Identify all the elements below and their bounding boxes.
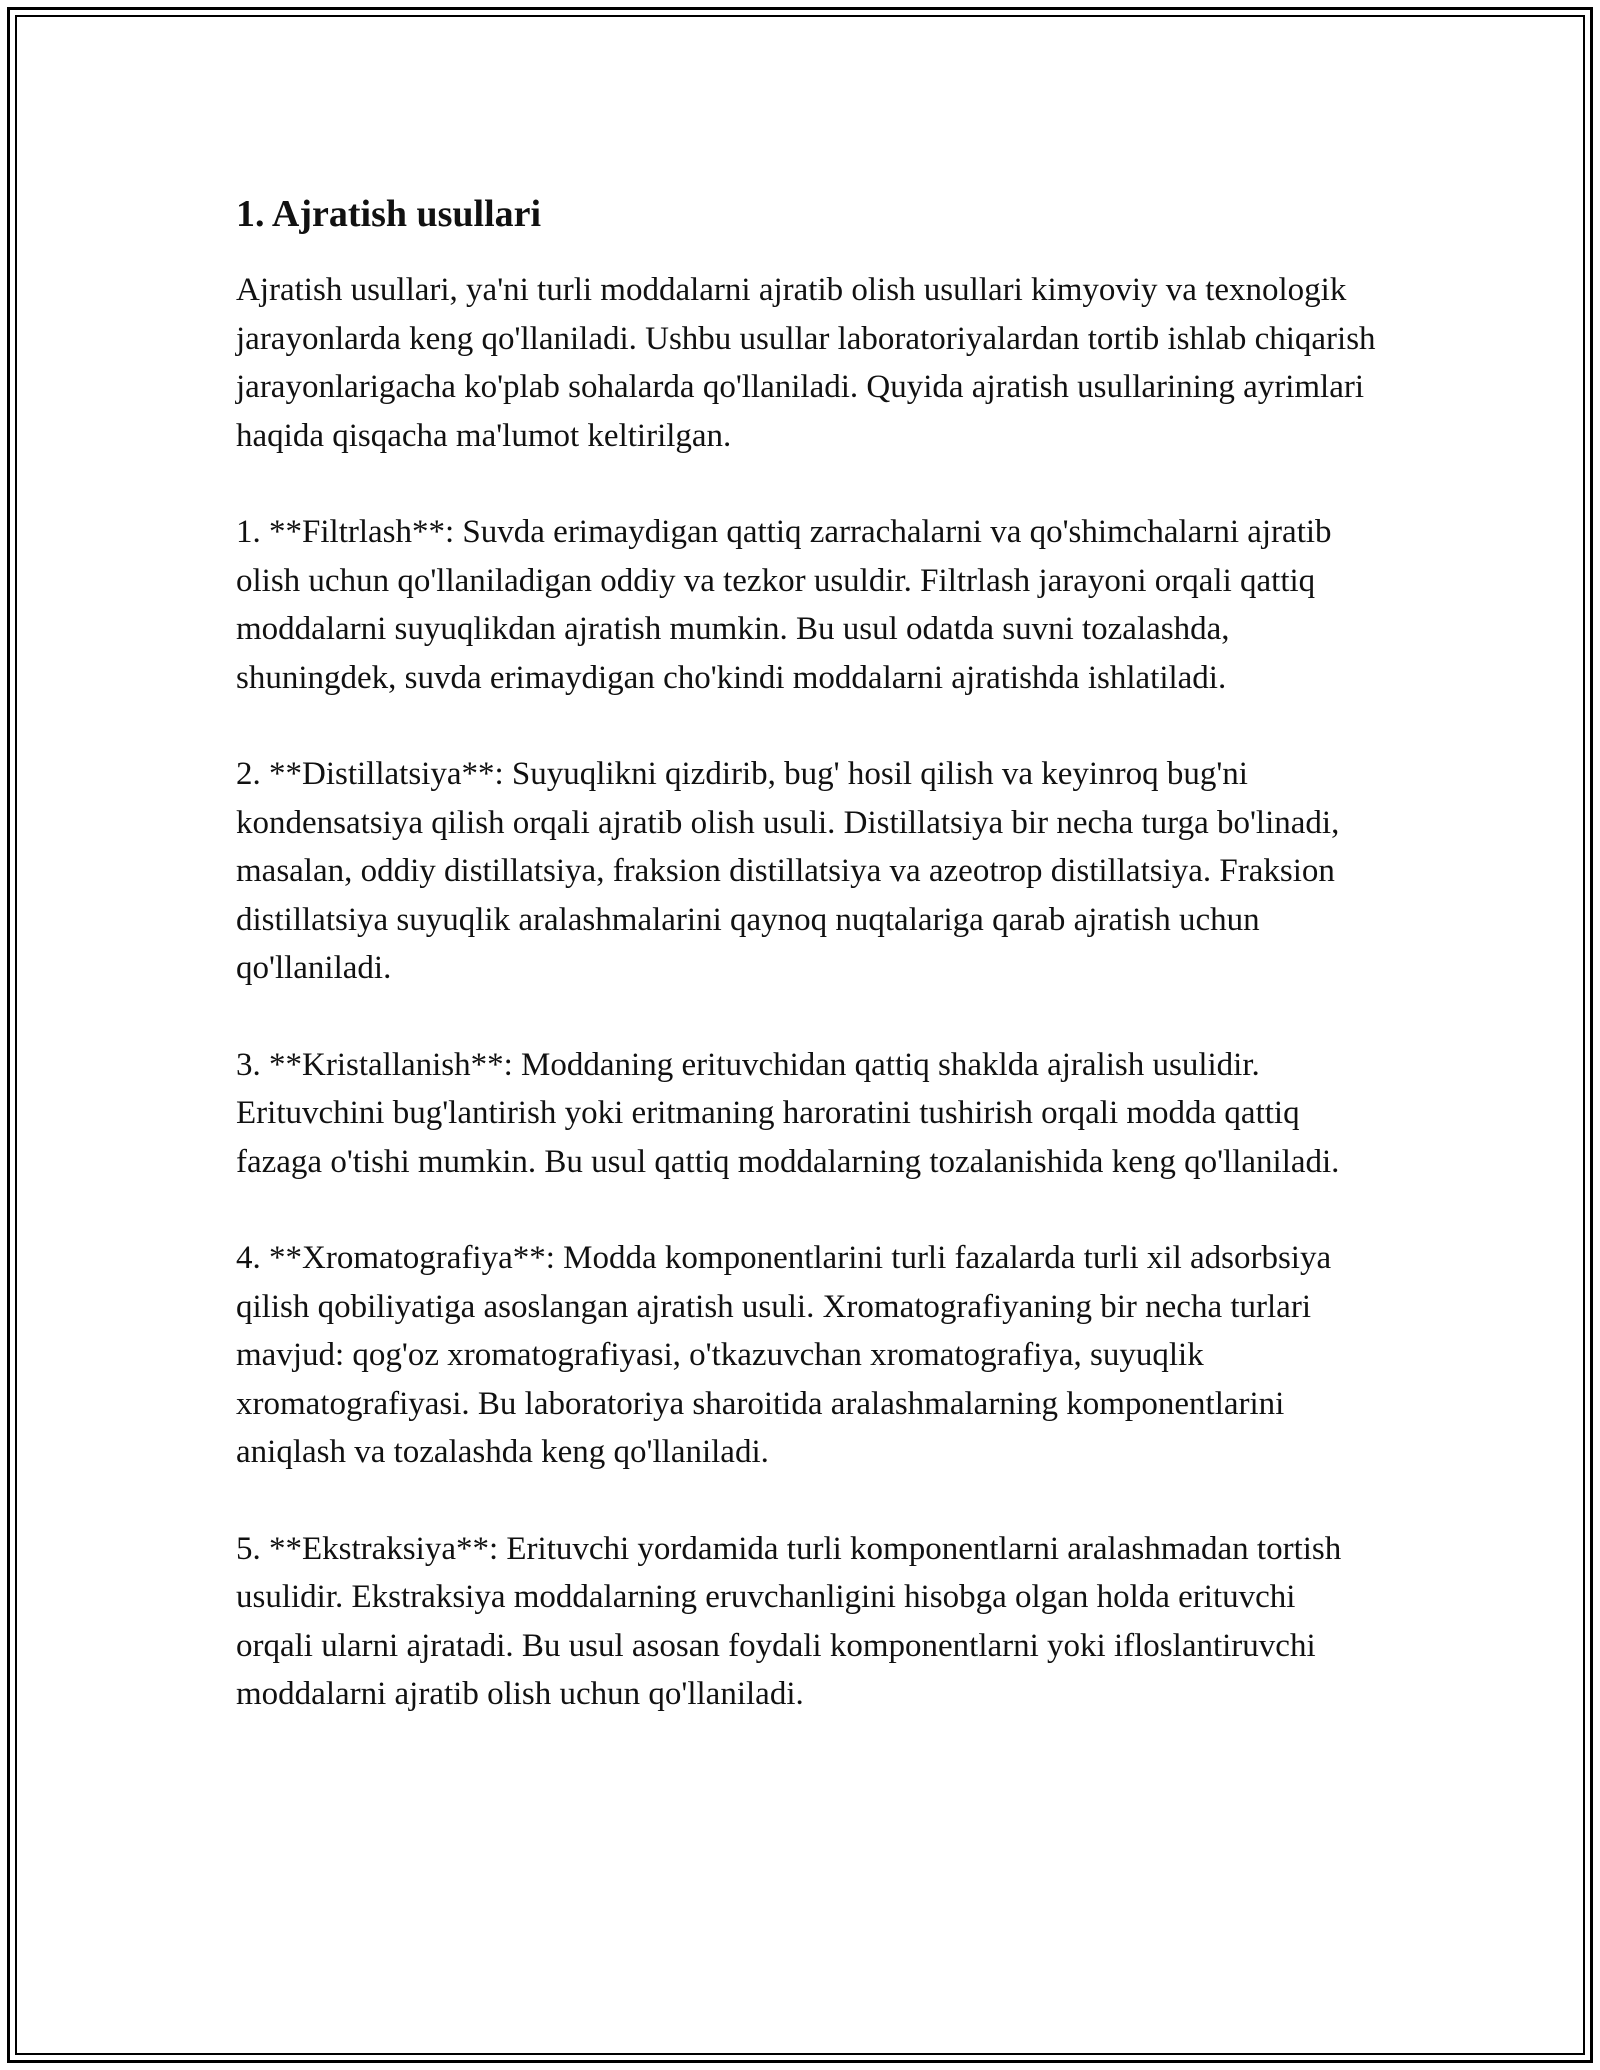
xromatografiya-paragraph: 4. **Xromatografiya**: Modda komponentlarini turli fazalarda turli xil adsorbsiya qilish qobiliyatiga asoslangan ajratish usuli. Xromatografiyaning bir necha turlari mavjud: qog'oz xromatografiyasi, o'tkazuvchan xromatografiya, suyuqlik xromatografiyasi. Bu laboratoriya sharoitida aralashmalarning komponentlarini aniqlash va tozalashda keng qo'llaniladi. <box>236 1240 1332 1470</box>
ekstraksiya-paragraph: 5. **Ekstraksiya**: Erituvchi yordamida turli komponentlarni aralashmadan tortish usulidir. Ekstraksiya moddalarning eruvchanligini hisobga olgan holda erituvchi orqali ularni ajratadi. Bu usul asosan foydali komponentlarni yoki ifloslantiruvchi moddalarni ajratib olish uchun qo'llaniladi. <box>236 1530 1342 1712</box>
document-body <box>236 188 1376 1767</box>
document-title: 1. Ajratish usullari <box>236 193 542 235</box>
kristallanish-paragraph: 3. **Kristallanish**: Moddaning erituvchidan qattiq shaklda ajralish usulidir. Erituvchini bug'lantirish yoki eritmaning haroratini tushirish orqali modda qattiq fazaga o'tishi mumkin. Bu usul qattiq moddalarning tozalanishida keng qo'llaniladi. <box>236 1046 1340 1180</box>
filtrlash-paragraph: 1. **Filtrlash**: Suvda erimaydigan qattiq zarrachalarni va qo'shimchalarni ajratib olish uchun qo'llaniladigan oddiy va tezkor usuldir. Filtrlash jarayoni orqali qattiq moddalarni suyuqlikdan ajratish mumkin. Bu usul odatda suvni tozalashda, shuningdek, suvda erimaydigan cho'kindi moddalarni ajratishda ishlatiladi. <box>236 514 1332 696</box>
intro-paragraph: Ajratish usullari, ya'ni turli moddalarni ajratib olish usullari kimyoviy va texnologik jarayonlarda keng qo'llaniladi. Ushbu usullar laboratoriyalardan tortib ishlab chiqarish jarayonlarigacha ko'plab sohalarda qo'llaniladi. Quyida ajratish usullarining ayrimlari haqida qisqacha ma'lumot keltirilgan. <box>236 272 1376 454</box>
distillatsiya-paragraph: 2. **Distillatsiya**: Suyuqlikni qizdirib, bug' hosil qilish va keyinroq bug'ni kondensatsiya qilish orqali ajratib olish usuli. Distillatsiya bir necha turga bo'linadi, masalan, oddiy distillatsiya, fraksion distillatsiya va azeotrop distillatsiya. Fraksion distillatsiya suyuqlik aralashmalarini qaynoq nuqtalariga qarab ajratish uchun qo'llaniladi. <box>236 756 1340 986</box>
